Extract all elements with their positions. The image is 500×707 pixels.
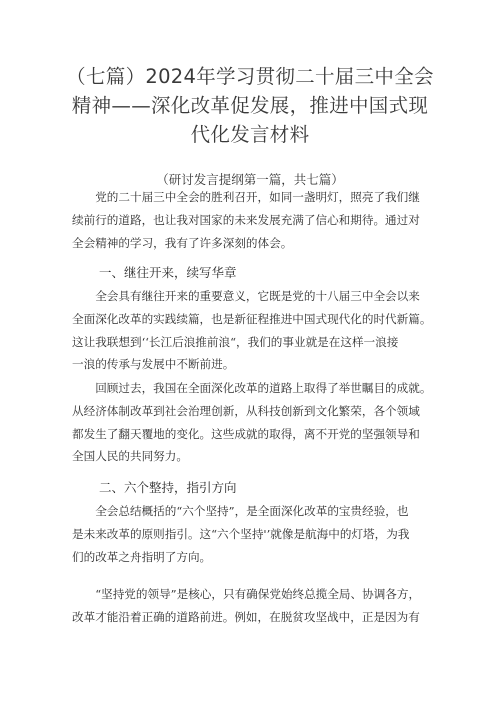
paragraph-line: “坚持党的领导”是核心，只有确保党始终总揽全局、协调各方， xyxy=(72,587,421,601)
paragraph-line: 从经济体制改革到社会治理创新，从科技创新到文化繁荣，各个领域 xyxy=(72,403,420,418)
paragraph-line: 回顾过去，我国在全面深化改革的道路上取得了举世瞩目的成就。 xyxy=(72,381,432,395)
section-heading-1: 一、继往开来，续写华章 xyxy=(99,265,237,280)
document-title xyxy=(40,62,460,149)
paragraph-line: 全会精神的学习，我有了许多深刻的体会。 xyxy=(72,235,293,250)
paragraph-line: 一浪的传承与发展中不断前进。 xyxy=(72,357,235,372)
paragraph-line: 全会具有继往开来的重要意义，它既是党的十八届三中全会以来 xyxy=(72,289,420,303)
document-subtitle: （研讨发言提纲第一篇，共七篇） xyxy=(156,172,344,187)
paragraph-line: 全国人民的共同努力。 xyxy=(72,449,188,464)
section2-paragraph-1 xyxy=(72,500,432,568)
paragraph-line: 改革才能沿着正确的道路前进。例如，在脱贫攻坚战中，正是因为有 xyxy=(72,609,420,624)
title-line-1: （七篇）2024年学习贯彻二十届三中全会 xyxy=(66,65,434,88)
title-line-3: 代化发言材料 xyxy=(190,123,310,146)
paragraph-line: 续前行的道路，也让我对国家的未来发展充满了信心和期待。通过对 xyxy=(72,212,420,227)
section-heading-2: 二、六个整持，指引方向 xyxy=(99,480,237,495)
paragraph-line: 党的二十届三中全会的胜利召开，如同一盏明灯，照亮了我们继 xyxy=(72,190,420,204)
section1-paragraph-2 xyxy=(72,377,432,468)
paragraph-line: 们的改革之舟指明了方向。 xyxy=(72,549,212,564)
intro-paragraph xyxy=(72,186,432,254)
paragraph-line: 都发生了翻天覆地的变化。这些成就的取得，离不开党的坚强领导和 xyxy=(72,426,420,441)
paragraph-line: 这让我联想到‘‘长江后浪推前浪“，我们的事业就是在这样一浪接 xyxy=(72,334,399,349)
paragraph-line: 全面深化改革的实践续篇，也是新征程推进中国式现代化的时代新篇。 xyxy=(72,311,432,326)
section2-paragraph-2 xyxy=(72,583,432,629)
section1-paragraph-1 xyxy=(72,285,432,376)
paragraph-line: 全会总结概括的“六个坚持”，是全面深化改革的宝贵经验，也 xyxy=(72,504,409,518)
title-line-2: 精神——深化改革促发展，推进中国式现 xyxy=(71,94,429,117)
paragraph-line: 是未来改革的原则指引。这“六个坚持'’就像是航海中的灯塔，为我 xyxy=(72,526,410,541)
